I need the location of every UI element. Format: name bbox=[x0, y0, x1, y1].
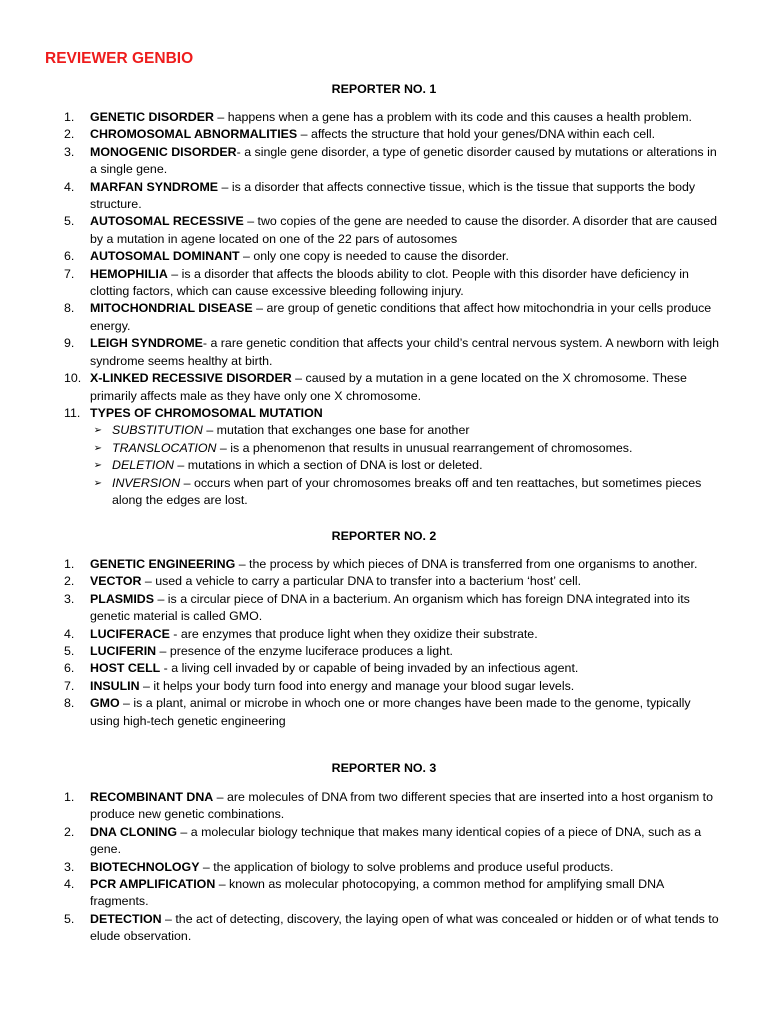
item-body bbox=[90, 789, 722, 824]
item-body bbox=[90, 626, 722, 643]
item-term: VECTOR bbox=[90, 574, 142, 589]
item-definition: – happens when a gene has a problem with its code and this causes a health problem. bbox=[213, 110, 692, 124]
item-number-text: 6. bbox=[64, 249, 75, 264]
item-number-text: 3. bbox=[64, 144, 75, 159]
item-term: MONOGENIC DISORDER bbox=[90, 144, 237, 159]
item-definition: - a rare genetic condition that affects your child’s central nervous system. A newborn with leigh syndrome seems healthy at birth. bbox=[90, 336, 719, 368]
list-item bbox=[0, 370, 768, 405]
item-body bbox=[90, 179, 722, 214]
item-body bbox=[90, 643, 722, 660]
reporter-2-list bbox=[0, 556, 768, 730]
item-body bbox=[90, 144, 722, 179]
item-term: GMO bbox=[90, 696, 120, 711]
item-definition: – a molecular biology technique that makes many identical copies of a piece of DNA, such as a gene. bbox=[90, 824, 702, 857]
item-number bbox=[0, 573, 90, 590]
item-term: AUTOSOMAL DOMINANT bbox=[90, 249, 240, 264]
item-number-text: 9. bbox=[64, 336, 75, 351]
item-number bbox=[0, 126, 90, 143]
item-term: X-LINKED RECESSIVE DISORDER bbox=[90, 371, 292, 386]
item-term: GENETIC DISORDER bbox=[90, 110, 214, 124]
sub-item-definition: – mutation that exchanges one base for another bbox=[202, 423, 470, 438]
item-number-text: 3. bbox=[64, 591, 75, 606]
item-number bbox=[0, 144, 90, 179]
item-term: HEMOPHILIA bbox=[90, 266, 168, 281]
item-number-text: 1. bbox=[64, 557, 75, 571]
list-item bbox=[0, 789, 768, 824]
item-body bbox=[90, 248, 722, 265]
item-definition: – affects the structure that hold your genes/DNA within each cell. bbox=[297, 127, 656, 142]
item-body bbox=[90, 109, 722, 126]
sub-item-term: TRANSLOCATION bbox=[112, 440, 217, 455]
item-term: PCR AMPLIFICATION bbox=[90, 877, 216, 892]
item-number-text: 4. bbox=[64, 179, 75, 194]
section-heading-reporter-3: REPORTER NO. 3 bbox=[331, 761, 437, 775]
item-term: LUCIFERACE bbox=[90, 626, 170, 641]
item-body bbox=[90, 660, 722, 677]
item-body bbox=[90, 678, 722, 695]
list-item bbox=[0, 213, 768, 248]
item-definition: – is a plant, animal or microbe in whoch one or more changes have been made to the genome, typically using high-tech genetic engineering bbox=[90, 696, 691, 728]
reporter-3-list bbox=[0, 789, 768, 946]
sub-item-body bbox=[112, 457, 720, 474]
item-body bbox=[90, 876, 722, 911]
item-term: DNA CLONING bbox=[90, 824, 177, 839]
item-definition: – only one copy is needed to cause the disorder. bbox=[239, 249, 509, 264]
item-term: DETECTION bbox=[90, 911, 162, 926]
arrow-bullet-icon: ➢ bbox=[93, 460, 102, 472]
list-item bbox=[0, 643, 768, 660]
arrow-bullet-icon: ➢ bbox=[93, 442, 102, 454]
item-number-text: 4. bbox=[64, 877, 75, 892]
item-number bbox=[0, 248, 90, 265]
sub-item-body bbox=[112, 422, 720, 439]
list-item bbox=[0, 126, 768, 143]
sub-item-body bbox=[112, 440, 720, 457]
item-number-text: 1. bbox=[64, 790, 75, 804]
sub-list-item bbox=[0, 457, 768, 474]
item-number bbox=[0, 824, 90, 859]
item-definition: – is a circular piece of DNA in a bacterium. An organism which has foreign DNA integrated into its genetic material is called GMO. bbox=[90, 591, 690, 624]
list-item bbox=[0, 266, 768, 301]
document-title: REVIEWER GENBIO bbox=[45, 50, 194, 67]
item-number-text: 5. bbox=[64, 911, 75, 926]
item-term: GENETIC ENGINEERING bbox=[90, 557, 236, 571]
item-term: LEIGH SYNDROME bbox=[90, 336, 203, 351]
item-number-text: 6. bbox=[64, 661, 75, 676]
item-definition: – used a vehicle to carry a particular DNA to transfer into a bacterium ‘host’ cell. bbox=[141, 574, 582, 589]
list-item bbox=[0, 144, 768, 179]
item-definition: – is a disorder that affects the bloods ability to clot. People with this disorder have deficiency in clotting factors, which can cause excessive bleeding following injury. bbox=[90, 266, 689, 299]
list-item bbox=[0, 573, 768, 590]
item-term: RECOMBINANT DNA bbox=[90, 790, 214, 804]
item-number-text: 8. bbox=[64, 696, 75, 711]
section-heading-reporter-1: REPORTER NO. 1 bbox=[331, 82, 437, 96]
item-number-text: 2. bbox=[64, 574, 75, 589]
item-body bbox=[90, 695, 722, 730]
item-term: MARFAN SYNDROME bbox=[90, 179, 219, 194]
list-item bbox=[0, 695, 768, 730]
item-definition: – two copies of the gene are needed to cause the disorder. A disorder that are caused by a mutation in agene located on one of the 22 pars of autosomes bbox=[90, 214, 717, 246]
item-term: LUCIFERIN bbox=[90, 644, 157, 659]
item-body bbox=[90, 859, 722, 876]
item-number bbox=[0, 266, 90, 301]
list-item bbox=[0, 660, 768, 677]
item-term: AUTOSOMAL RECESSIVE bbox=[90, 214, 244, 229]
item-body bbox=[90, 300, 722, 335]
item-number bbox=[0, 695, 90, 730]
item-number bbox=[0, 335, 90, 370]
item-number bbox=[0, 678, 90, 695]
arrow-bullet-icon: ➢ bbox=[93, 477, 102, 489]
arrow-bullet-icon: ➢ bbox=[93, 425, 102, 437]
item-number bbox=[0, 109, 90, 126]
item-body bbox=[90, 405, 722, 422]
item-term: CHROMOSOMAL ABNORMALITIES bbox=[90, 127, 298, 142]
item-number-text: 4. bbox=[64, 626, 75, 641]
item-term: HOST CELL bbox=[90, 661, 161, 676]
item-number bbox=[0, 591, 90, 626]
item-definition: - a living cell invaded by or capable of being invaded by an infectious agent. bbox=[160, 661, 579, 676]
list-item bbox=[0, 556, 768, 573]
item-number bbox=[0, 556, 90, 573]
item-number-text: 7. bbox=[64, 678, 75, 693]
item-body bbox=[90, 213, 722, 248]
section-heading-reporter-2: REPORTER NO. 2 bbox=[331, 529, 437, 543]
item-number bbox=[0, 370, 90, 405]
list-item bbox=[0, 911, 768, 946]
item-term: BIOTECHNOLOGY bbox=[90, 859, 200, 874]
list-item bbox=[0, 626, 768, 643]
item-definition: – the act of detecting, discovery, the laying open of what was concealed or hidden or of what tends to elude observation. bbox=[90, 911, 719, 944]
item-number bbox=[0, 300, 90, 335]
sub-list-item bbox=[0, 440, 768, 457]
sub-item-term: SUBSTITUTION bbox=[112, 423, 203, 438]
list-item bbox=[0, 876, 768, 911]
item-definition: – are molecules of DNA from two different species that are inserted into a host organism to produce new genetic combinations. bbox=[90, 790, 713, 822]
item-definition: – caused by a mutation in a gene located on the X chromosome. These primarily affects male as they have only one X chromosome. bbox=[90, 371, 687, 403]
item-number bbox=[0, 911, 90, 946]
item-definition: – is a disorder that affects connective tissue, which is the tissue that supports the body structure. bbox=[90, 179, 696, 212]
item-number bbox=[0, 405, 90, 422]
item-body bbox=[90, 335, 722, 370]
list-item bbox=[0, 591, 768, 626]
item-body bbox=[90, 824, 722, 859]
list-item bbox=[0, 405, 768, 422]
sub-item-definition: – is a phenomenon that results in unusual rearrangement of chromosomes. bbox=[216, 440, 633, 455]
item-body bbox=[90, 556, 722, 573]
sub-item-definition: – occurs when part of your chromosomes breaks off and ten reattaches, but sometimes pieces along the edges are lost. bbox=[112, 475, 702, 507]
list-item bbox=[0, 824, 768, 859]
item-number bbox=[0, 789, 90, 824]
sub-list-item bbox=[0, 475, 768, 510]
item-definition: – it helps your body turn food into energy and manage your blood sugar levels. bbox=[139, 678, 575, 693]
item-definition: - a single gene disorder, a type of genetic disorder caused by mutations or alterations in a single gene. bbox=[90, 144, 717, 177]
item-definition: – are group of genetic conditions that affect how mitochondria in your cells produce energy. bbox=[90, 301, 712, 333]
item-term: INSULIN bbox=[90, 678, 140, 693]
item-number-text: 1. bbox=[64, 110, 75, 124]
item-definition: – the process by which pieces of DNA is transferred from one organisms to another. bbox=[235, 557, 698, 571]
item-body bbox=[90, 911, 722, 946]
item-number-text: 8. bbox=[64, 301, 75, 316]
sub-item-body bbox=[112, 475, 720, 510]
list-item bbox=[0, 859, 768, 876]
item-definition: – presence of the enzyme luciferace produces a light. bbox=[156, 644, 453, 659]
item-body bbox=[90, 126, 722, 143]
item-number-text: 5. bbox=[64, 214, 75, 229]
item-number bbox=[0, 859, 90, 876]
item-term: TYPES OF CHROMOSOMAL MUTATION bbox=[90, 405, 323, 420]
list-item bbox=[0, 300, 768, 335]
sub-item-definition: – mutations in which a section of DNA is lost or deleted. bbox=[173, 458, 483, 473]
item-number-text: 10. bbox=[64, 371, 82, 386]
list-item bbox=[0, 335, 768, 370]
list-item bbox=[0, 248, 768, 265]
list-item bbox=[0, 678, 768, 695]
item-number bbox=[0, 213, 90, 248]
item-body bbox=[90, 266, 722, 301]
item-term: MITOCHONDRIAL DISEASE bbox=[90, 301, 253, 316]
item-number-text: 5. bbox=[64, 644, 75, 659]
item-number-text: 2. bbox=[64, 127, 75, 142]
reporter-1-list bbox=[0, 109, 768, 509]
item-definition: - are enzymes that produce light when they oxidize their substrate. bbox=[169, 626, 538, 641]
item-number-text: 11. bbox=[64, 405, 81, 420]
item-number bbox=[0, 179, 90, 214]
item-body bbox=[90, 370, 722, 405]
item-number-text: 3. bbox=[64, 859, 75, 874]
item-definition: – the application of biology to solve problems and produce useful products. bbox=[199, 859, 614, 874]
item-term: PLASMIDS bbox=[90, 591, 155, 606]
list-item bbox=[0, 179, 768, 214]
item-number-text: 7. bbox=[64, 266, 75, 281]
item-number bbox=[0, 660, 90, 677]
item-definition: – known as molecular photocopying, a common method for amplifying small DNA fragments. bbox=[90, 877, 664, 909]
item-number bbox=[0, 626, 90, 643]
item-number bbox=[0, 876, 90, 911]
item-body bbox=[90, 573, 722, 590]
item-body bbox=[90, 591, 722, 626]
sub-list-item bbox=[0, 422, 768, 439]
sub-item-term: DELETION bbox=[112, 458, 174, 473]
list-item bbox=[0, 109, 768, 126]
sub-item-term: INVERSION bbox=[112, 475, 181, 490]
item-number-text: 2. bbox=[64, 824, 75, 839]
item-number bbox=[0, 643, 90, 660]
